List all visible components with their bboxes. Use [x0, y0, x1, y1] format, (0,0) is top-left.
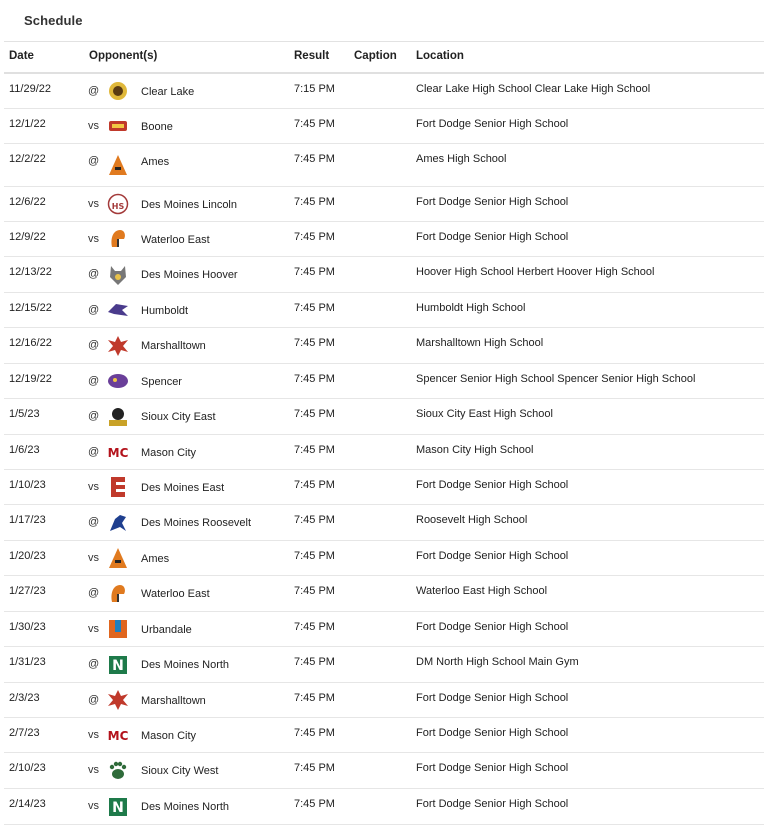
game-result: 7:45 PM — [294, 337, 335, 349]
table-row[interactable] — [4, 257, 764, 293]
home-away-indicator: vs — [88, 729, 99, 741]
game-location: Ames High School — [416, 153, 507, 165]
game-date: 12/9/22 — [9, 231, 46, 243]
game-date: 1/17/23 — [9, 514, 46, 526]
home-away-indicator: @ — [88, 339, 100, 351]
column-header-result[interactable]: Result — [294, 50, 330, 62]
game-result: 7:45 PM — [294, 798, 335, 810]
opponent-name[interactable]: Boone — [141, 121, 173, 133]
game-location: Fort Dodge Senior High School — [416, 231, 569, 243]
game-result: 7:45 PM — [294, 479, 335, 491]
game-result: 7:45 PM — [294, 153, 335, 165]
game-date: 12/19/22 — [9, 373, 52, 385]
game-date: 1/5/23 — [9, 408, 40, 420]
home-away-indicator: vs — [88, 233, 99, 245]
game-location: Fort Dodge Senior High School — [416, 692, 569, 704]
opponent-name[interactable]: Mason City — [141, 447, 197, 459]
home-away-indicator: vs — [88, 198, 99, 210]
trojan-helmet-icon — [104, 581, 132, 607]
home-away-indicator: vs — [88, 481, 99, 493]
game-location: Spencer Senior High School Spencer Senior High School — [416, 373, 696, 385]
game-date: 1/6/23 — [9, 444, 40, 456]
opponent-name[interactable]: Waterloo East — [141, 234, 210, 246]
home-away-indicator: @ — [88, 410, 100, 422]
table-row[interactable] — [4, 470, 764, 505]
game-result: 7:45 PM — [294, 231, 335, 243]
home-away-indicator: @ — [88, 375, 100, 387]
toreador-icon — [104, 113, 132, 139]
game-location: Fort Dodge Senior High School — [416, 118, 569, 130]
opponent-name[interactable]: Des Moines North — [141, 801, 230, 813]
bobcat-icon — [104, 687, 132, 713]
opponent-name[interactable]: Des Moines Lincoln — [141, 199, 237, 211]
opponent-name[interactable]: Spencer — [141, 376, 182, 388]
game-result: 7:45 PM — [294, 585, 335, 597]
home-away-indicator: @ — [88, 658, 100, 670]
table-row[interactable] — [4, 144, 764, 187]
table-row[interactable] — [4, 576, 764, 612]
letter-n-icon — [104, 652, 132, 678]
table-row[interactable] — [4, 222, 764, 257]
game-result: 7:45 PM — [294, 514, 335, 526]
game-location: Fort Dodge Senior High School — [416, 550, 569, 562]
game-result: 7:45 PM — [294, 656, 335, 668]
table-header — [4, 42, 764, 74]
opponent-name[interactable]: Des Moines Hoover — [141, 269, 238, 281]
letter-n-icon — [104, 794, 132, 820]
letter-u-icon — [104, 616, 132, 642]
opponent-name[interactable]: Ames — [141, 156, 170, 168]
game-date: 12/2/22 — [9, 153, 46, 165]
opponent-name[interactable]: Sioux City East — [141, 411, 216, 423]
svg-text:MC: MC — [107, 729, 129, 743]
wildcat-icon — [104, 297, 132, 323]
table-row[interactable] — [4, 718, 764, 753]
home-away-indicator: vs — [88, 800, 99, 812]
letter-a-icon — [104, 545, 132, 571]
home-away-indicator: vs — [88, 552, 99, 564]
table-row[interactable] — [4, 187, 764, 222]
game-result: 7:45 PM — [294, 196, 335, 208]
game-date: 2/7/23 — [9, 727, 40, 739]
lion-icon — [104, 78, 132, 104]
game-date: 1/10/23 — [9, 479, 46, 491]
game-result: 7:45 PM — [294, 302, 335, 314]
game-date: 12/13/22 — [9, 266, 52, 278]
opponent-name[interactable]: Clear Lake — [141, 86, 195, 98]
column-header-location[interactable]: Location — [416, 50, 464, 62]
game-result: 7:45 PM — [294, 550, 335, 562]
game-date: 12/1/22 — [9, 118, 46, 130]
table-row[interactable] — [4, 109, 764, 144]
game-result: 7:45 PM — [294, 621, 335, 633]
lincoln-monogram-icon — [104, 191, 132, 217]
opponent-name[interactable]: Marshalltown — [141, 340, 206, 352]
game-date: 1/30/23 — [9, 621, 46, 633]
home-away-indicator: vs — [88, 623, 99, 635]
game-location: Mason City High School — [416, 444, 534, 456]
game-result: 7:45 PM — [294, 266, 335, 278]
rider-icon — [104, 510, 132, 536]
table-row[interactable] — [4, 541, 764, 576]
game-date: 11/29/22 — [9, 83, 52, 95]
mc-monogram-icon — [104, 722, 132, 748]
home-away-indicator: @ — [88, 516, 100, 528]
home-away-indicator: @ — [88, 85, 100, 97]
home-away-indicator: @ — [88, 446, 100, 458]
game-date: 1/31/23 — [9, 656, 46, 668]
table-row[interactable] — [4, 399, 764, 435]
game-location: Roosevelt High School — [416, 514, 528, 526]
mc-monogram-icon — [104, 439, 132, 465]
game-location: Fort Dodge Senior High School — [416, 196, 569, 208]
game-location: Waterloo East High School — [416, 585, 548, 597]
opponent-name[interactable]: Urbandale — [141, 624, 192, 636]
tiger-icon — [104, 368, 132, 394]
game-date: 12/16/22 — [9, 337, 52, 349]
column-header-date[interactable]: Date — [9, 50, 34, 62]
paw-icon — [104, 758, 132, 784]
game-result: 7:45 PM — [294, 118, 335, 130]
game-date: 12/15/22 — [9, 302, 52, 314]
game-location: Clear Lake High School Clear Lake High School — [416, 83, 651, 95]
game-date: 2/14/23 — [9, 798, 46, 810]
opponent-name[interactable]: Des Moines Roosevelt — [141, 517, 252, 529]
opponent-name[interactable]: Mason City — [141, 730, 197, 742]
opponent-name[interactable]: Des Moines North — [141, 659, 230, 671]
game-result: 7:15 PM — [294, 83, 335, 95]
game-location: Sioux City East High School — [416, 408, 553, 420]
game-location: Fort Dodge Senior High School — [416, 621, 569, 633]
game-location: Fort Dodge Senior High School — [416, 479, 569, 491]
table-row[interactable] — [4, 647, 764, 683]
opponent-name[interactable]: Marshalltown — [141, 695, 206, 707]
table-row[interactable] — [4, 505, 764, 541]
game-result: 7:45 PM — [294, 373, 335, 385]
game-location: DM North High School Main Gym — [416, 656, 579, 668]
game-location: Fort Dodge Senior High School — [416, 727, 569, 739]
home-away-indicator: @ — [88, 268, 100, 280]
table-row[interactable] — [4, 293, 764, 328]
svg-text:HS: HS — [111, 202, 125, 211]
svg-text:MC: MC — [107, 446, 129, 460]
bobcat-icon — [104, 333, 132, 359]
trojan-helmet-icon — [104, 226, 132, 252]
game-location: Fort Dodge Senior High School — [416, 762, 569, 774]
home-away-indicator: @ — [88, 304, 100, 316]
table-row[interactable] — [4, 753, 764, 789]
table-row[interactable] — [4, 789, 764, 825]
column-header-opponent[interactable]: Opponent(s) — [89, 50, 158, 62]
game-location: Hoover High School Herbert Hoover High School — [416, 266, 655, 278]
table-row[interactable] — [4, 328, 764, 364]
game-result: 7:45 PM — [294, 408, 335, 420]
home-away-indicator: vs — [88, 120, 99, 132]
game-location: Fort Dodge Senior High School — [416, 798, 569, 810]
game-result: 7:45 PM — [294, 444, 335, 456]
column-header-caption[interactable]: Caption — [354, 50, 397, 62]
svg-text:N: N — [112, 800, 124, 816]
black-raider-icon — [104, 404, 132, 430]
home-away-indicator: @ — [88, 155, 100, 167]
opponent-name[interactable]: Humboldt — [141, 305, 189, 317]
game-location: Humboldt High School — [416, 302, 526, 314]
letter-a-icon — [104, 152, 132, 178]
game-date: 2/10/23 — [9, 762, 46, 774]
table-row[interactable] — [4, 612, 764, 647]
schedule-table — [4, 41, 764, 825]
letter-e-icon — [104, 474, 132, 500]
game-result: 7:45 PM — [294, 762, 335, 774]
home-away-indicator: vs — [88, 764, 99, 776]
page-title: Schedule — [24, 13, 83, 28]
game-date: 12/6/22 — [9, 196, 46, 208]
game-location: Marshalltown High School — [416, 337, 544, 349]
husky-icon — [104, 262, 132, 288]
opponent-name[interactable]: Sioux City West — [141, 765, 219, 777]
table-body — [4, 74, 764, 825]
home-away-indicator: @ — [88, 694, 100, 706]
table-row[interactable] — [4, 364, 764, 399]
game-date: 1/20/23 — [9, 550, 46, 562]
game-result: 7:45 PM — [294, 727, 335, 739]
game-date: 1/27/23 — [9, 585, 46, 597]
svg-text:N: N — [112, 658, 124, 674]
home-away-indicator: @ — [88, 587, 100, 599]
game-result: 7:45 PM — [294, 692, 335, 704]
table-row[interactable] — [4, 74, 764, 109]
game-date: 2/3/23 — [9, 692, 40, 704]
opponent-name[interactable]: Des Moines East — [141, 482, 225, 494]
table-row[interactable] — [4, 435, 764, 470]
table-row[interactable] — [4, 683, 764, 718]
opponent-name[interactable]: Ames — [141, 553, 170, 565]
opponent-name[interactable]: Waterloo East — [141, 588, 210, 600]
